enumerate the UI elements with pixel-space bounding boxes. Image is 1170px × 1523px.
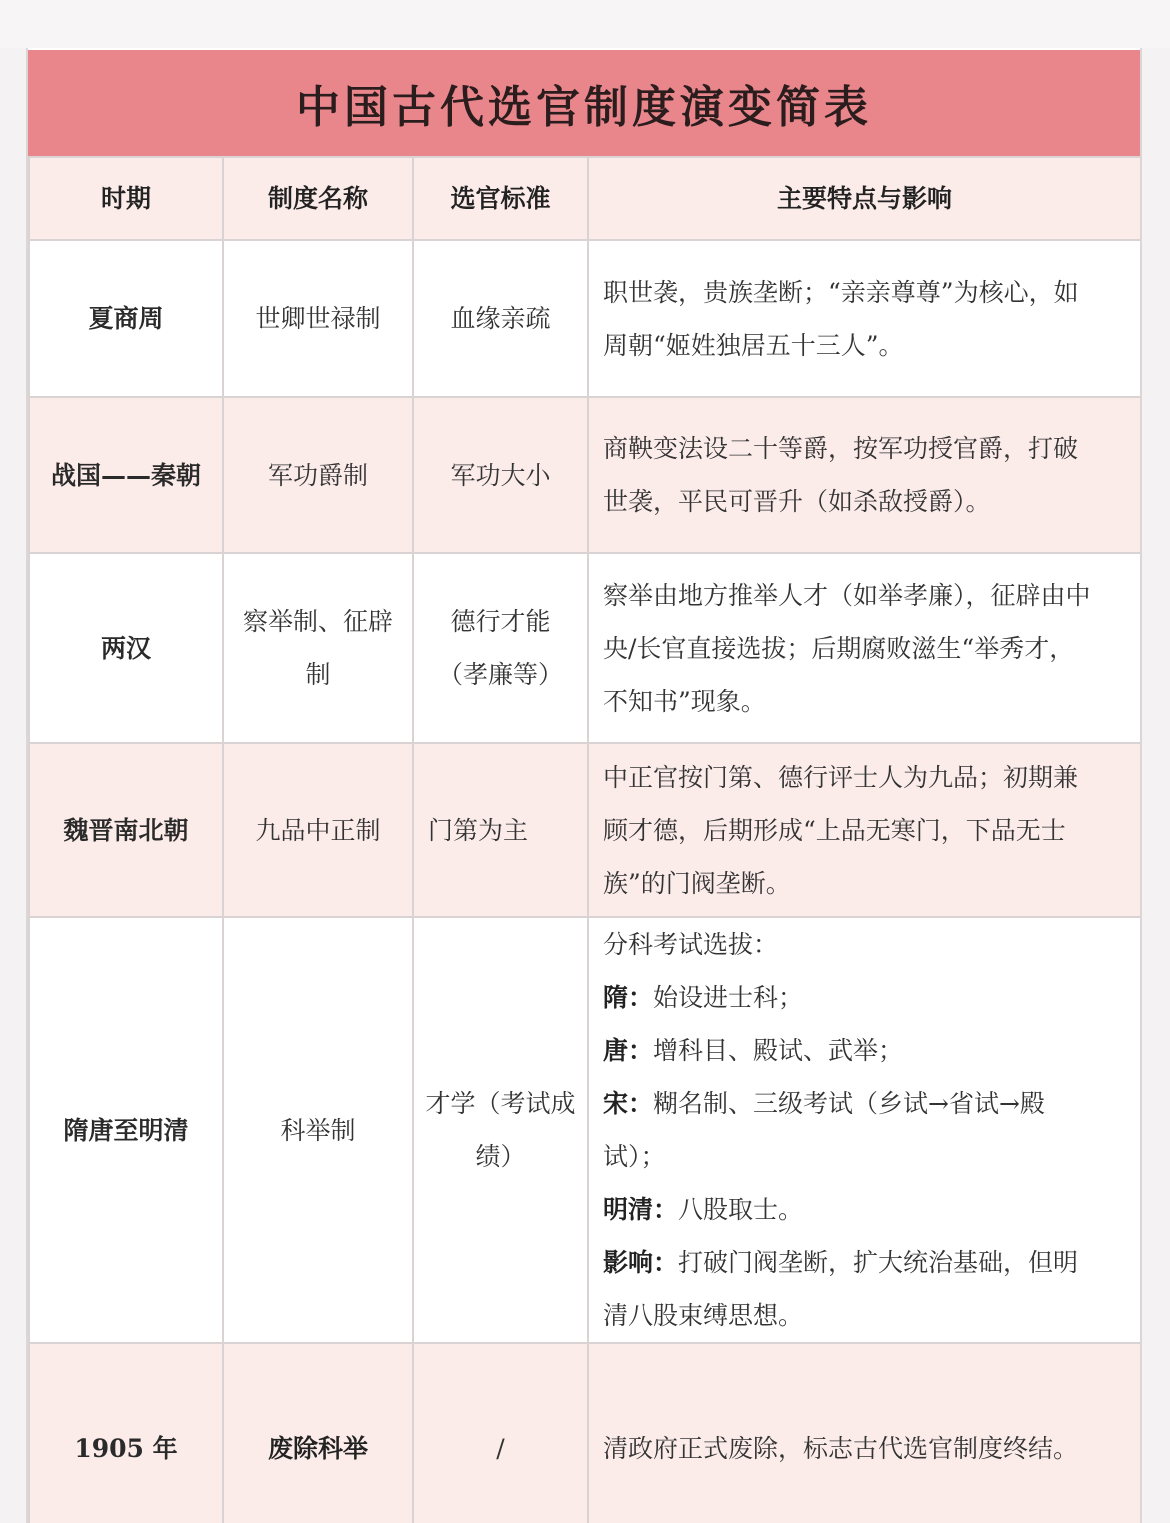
table-title-bar — [28, 50, 1140, 156]
standard-cell: 血缘亲疏 — [413, 240, 588, 397]
features-line: 世袭，平民可晋升（如杀敌授爵）。 — [603, 487, 991, 516]
table-row — [29, 397, 1141, 553]
header-row — [29, 157, 1141, 240]
features-line: 不知书”现象。 — [603, 686, 766, 716]
dynasty-label: 隋： — [603, 983, 654, 1012]
header-system-name: 制度名称 — [223, 157, 413, 240]
table-sheet — [26, 48, 1142, 1523]
dynasty-text: 始设进士科； — [653, 983, 804, 1012]
table-row — [29, 553, 1141, 743]
system-name-text: 察举制、征辟制 — [242, 607, 393, 689]
table-row — [29, 1343, 1141, 1523]
features-line: 族”的门阀垄断。 — [603, 868, 791, 898]
features-line: 职世袭，贵族垄断；“亲亲尊尊”为核心，如 — [603, 277, 1079, 307]
impact-label: 影响： — [603, 1248, 679, 1277]
table-row — [29, 743, 1141, 917]
table-row — [29, 917, 1141, 1343]
system-name-cell — [223, 553, 413, 743]
dynasty-label: 唐： — [603, 1036, 654, 1065]
impact-text: 打破门阀垄断，扩大统治基础，但明 — [678, 1248, 1079, 1277]
features-cell — [588, 917, 1141, 1343]
table-title: 中国古代选官制度演变简表 — [296, 82, 872, 133]
header-features: 主要特点与影响 — [588, 157, 1141, 240]
system-name-cell: 科举制 — [223, 917, 413, 1343]
features-line — [603, 1236, 1130, 1289]
features-line — [603, 971, 1130, 1024]
features-cell — [588, 240, 1141, 397]
features-line — [603, 1130, 1130, 1183]
page-top-margin — [0, 0, 1170, 48]
standard-cell — [413, 917, 588, 1343]
dynasty-label: 明清： — [603, 1195, 679, 1224]
table-row — [29, 240, 1141, 397]
system-name-cell: 世卿世禄制 — [223, 240, 413, 397]
header-standard: 选官标准 — [413, 157, 588, 240]
features-intro: 分科考试选拔： — [603, 930, 779, 959]
standard-cell — [413, 553, 588, 743]
standard-text: 才学（考试成绩） — [425, 1089, 576, 1171]
features-cell — [588, 553, 1141, 743]
features-cell — [588, 743, 1141, 917]
period-cell: 魏晋南北朝 — [29, 743, 223, 917]
features-line: 顾才德，后期形成“上品无寒门，下品无士 — [603, 815, 1066, 845]
features-line — [603, 1289, 1130, 1342]
period-cell: 两汉 — [29, 553, 223, 743]
system-name-cell: 军功爵制 — [223, 397, 413, 553]
features-line: 周朝“姬姓独居五十三人”。 — [603, 330, 904, 360]
dynasty-label: 宋： — [603, 1089, 654, 1118]
period-cell: 隋唐至明清 — [29, 917, 223, 1343]
features-cell — [588, 397, 1141, 553]
period-cell: 夏商周 — [29, 240, 223, 397]
period-cell: 1905 年 — [29, 1343, 223, 1523]
features-line — [603, 1183, 1130, 1236]
standard-text: 德行才能（孝廉等） — [437, 607, 563, 689]
impact-text: 清八股束缚思想。 — [603, 1301, 804, 1330]
selection-system-table — [28, 156, 1142, 1523]
dynasty-text: 试）； — [603, 1142, 666, 1171]
period-cell: 战国——秦朝 — [29, 397, 223, 553]
features-line — [603, 1077, 1130, 1130]
features-line: 察举由地方推举人才（如举孝廉），征辟由中 — [603, 580, 1091, 610]
dynasty-text: 糊名制、三级考试（乡试→省试→殿 — [653, 1089, 1045, 1118]
features-line: 中正官按门第、德行评士人为九品；初期兼 — [603, 762, 1079, 792]
system-name-cell: 废除科举 — [223, 1343, 413, 1523]
features-cell — [588, 1343, 1141, 1523]
features-line: 央/长官直接选拔；后期腐败滋生“举秀才， — [603, 633, 1075, 663]
standard-cell: 军功大小 — [413, 397, 588, 553]
features-line: 商鞅变法设二十等爵，按军功授官爵，打破 — [603, 434, 1079, 463]
standard-cell: / — [413, 1343, 588, 1523]
features-line — [603, 1024, 1130, 1077]
dynasty-text: 增科目、殿试、武举； — [653, 1036, 904, 1065]
header-period: 时期 — [29, 157, 223, 240]
standard-cell: 门第为主 — [413, 743, 588, 917]
features-line: 清政府正式废除，标志古代选官制度终结。 — [603, 1433, 1079, 1463]
dynasty-text: 八股取士。 — [678, 1195, 804, 1224]
system-name-cell: 九品中正制 — [223, 743, 413, 917]
